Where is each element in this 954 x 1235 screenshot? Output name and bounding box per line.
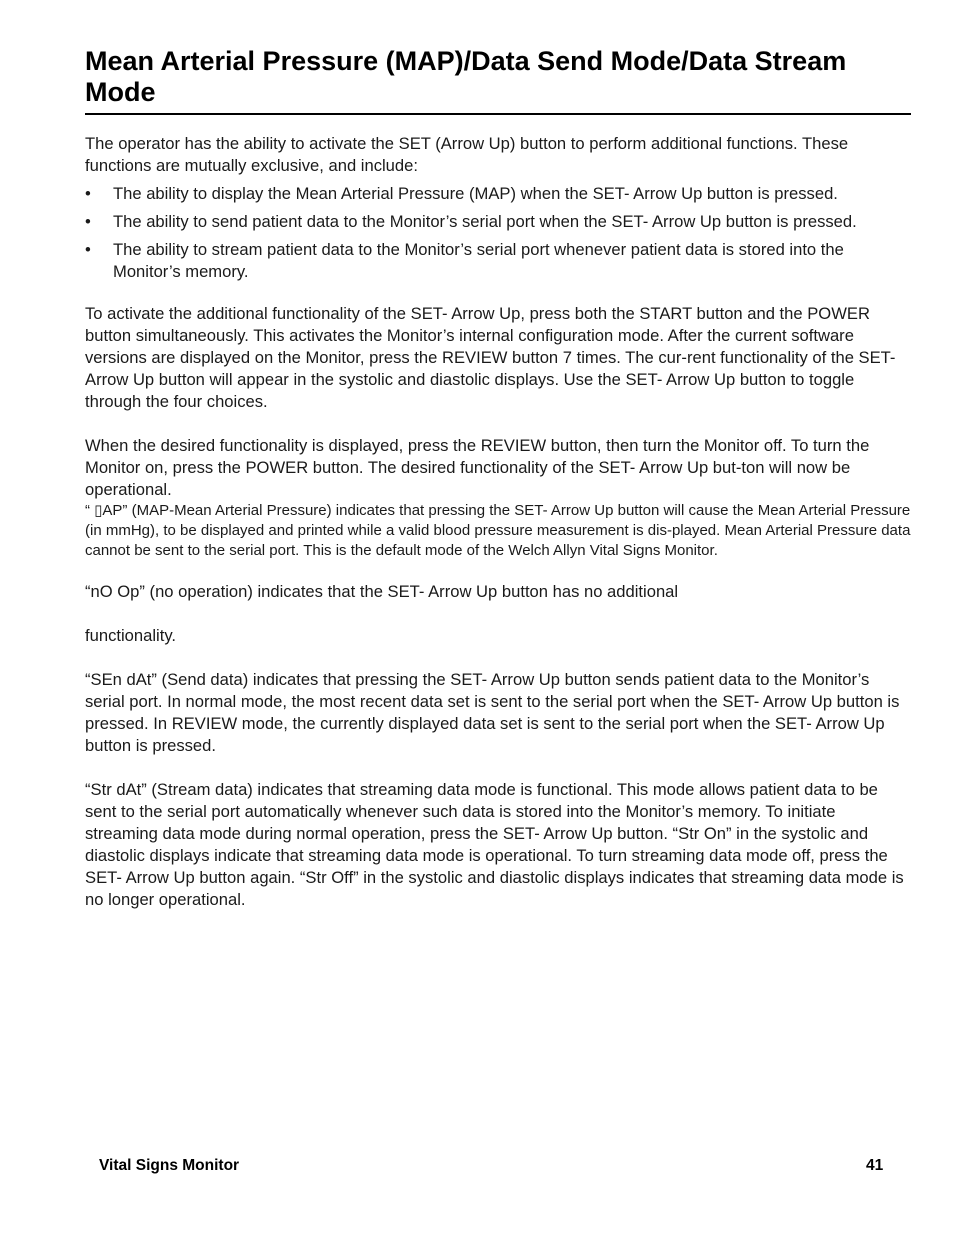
no-op-paragraph: “nO Op” (no operation) indicates that the SET- Arrow Up button has no additional <box>85 582 679 601</box>
title-divider <box>85 113 911 115</box>
send-data-paragraph: “SEn dAt” (Send data) indicates that pressing the SET- Arrow Up button sends patient data to the Monitor’s serial port. In normal mode, the most recent data set is sent to the serial port when the SET- Arrow Up button is pressed. In REVIEW mode, the currently displayed data set is sent to the serial port when the SET- Arrow Up button is pressed. <box>85 670 900 755</box>
bullet-icon: • <box>85 184 91 203</box>
bullet-icon: • <box>85 212 91 231</box>
footer-page-number: 41 <box>866 1157 884 1174</box>
desired-functionality-paragraph: When the desired functionality is displayed, press the REVIEW button, then turn the Monitor off. To turn the Monitor on, press the POWER button. The desired functionality of the SET- Arrow Up but-ton will now be operational. <box>85 436 870 499</box>
list-item-text: The ability to stream patient data to the Monitor’s serial port whenever patient data is stored into the Monitor’s memory. <box>113 240 844 281</box>
function-list <box>85 183 911 283</box>
bullet-icon: • <box>85 240 91 259</box>
activate-paragraph: To activate the additional functionality of the SET- Arrow Up, press both the START button and the POWER button simultaneously. This activates the Monitor’s internal configuration mode. After the current software versions are displayed on the Monitor, press the REVIEW button 7 times. The cur-rent functionality of the SET- Arrow Up button will appear in the systolic and diastolic displays. Use the SET- Arrow Up button to toggle through the four choices. <box>85 304 896 411</box>
footer-product-name: Vital Signs Monitor <box>99 1157 240 1174</box>
no-op-continuation: functionality. <box>85 626 177 645</box>
list-item-text: The ability to display the Mean Arterial Pressure (MAP) when the SET- Arrow Up button is pressed. <box>113 184 838 203</box>
stream-data-paragraph: “Str dAt” (Stream data) indicates that streaming data mode is functional. This mode allows patient data to be sent to the serial port automatically whenever such data is stored into the Monitor’s memory. To initiate streaming data mode during normal operation, press the SET- Arrow Up button. “Str On” in the systolic and diastolic displays indicate that streaming data mode is operational. To turn streaming data mode off, press the SET- Arrow Up button again. “Str Off” in the systolic and diastolic displays indicates that streaming data mode is no longer operational. <box>85 780 904 909</box>
page-title: Mean Arterial Pressure (MAP)/Data Send Mode/Data Stream Mode <box>85 46 847 107</box>
intro-paragraph: The operator has the ability to activate the SET (Arrow Up) button to perform additional functions. These functions are mutually exclusive, and include: <box>85 134 849 175</box>
list-item <box>85 183 911 205</box>
document-body <box>85 133 911 911</box>
map-mode-paragraph: “ ▯AP” (MAP-Mean Arterial Pressure) indicates that pressing the SET- Arrow Up button will cause the Mean Arterial Pressure (in mmHg), to be displayed and printed while a valid blood pressure measurement is dis-played. Mean Arterial Pressure data cannot be sent to the serial port. This is the default mode of the Welch Allyn Vital Signs Monitor. <box>85 502 911 559</box>
list-item <box>85 211 911 233</box>
list-item-text: The ability to send patient data to the Monitor’s serial port when the SET- Arrow Up button is pressed. <box>113 212 857 231</box>
list-item <box>85 239 911 283</box>
